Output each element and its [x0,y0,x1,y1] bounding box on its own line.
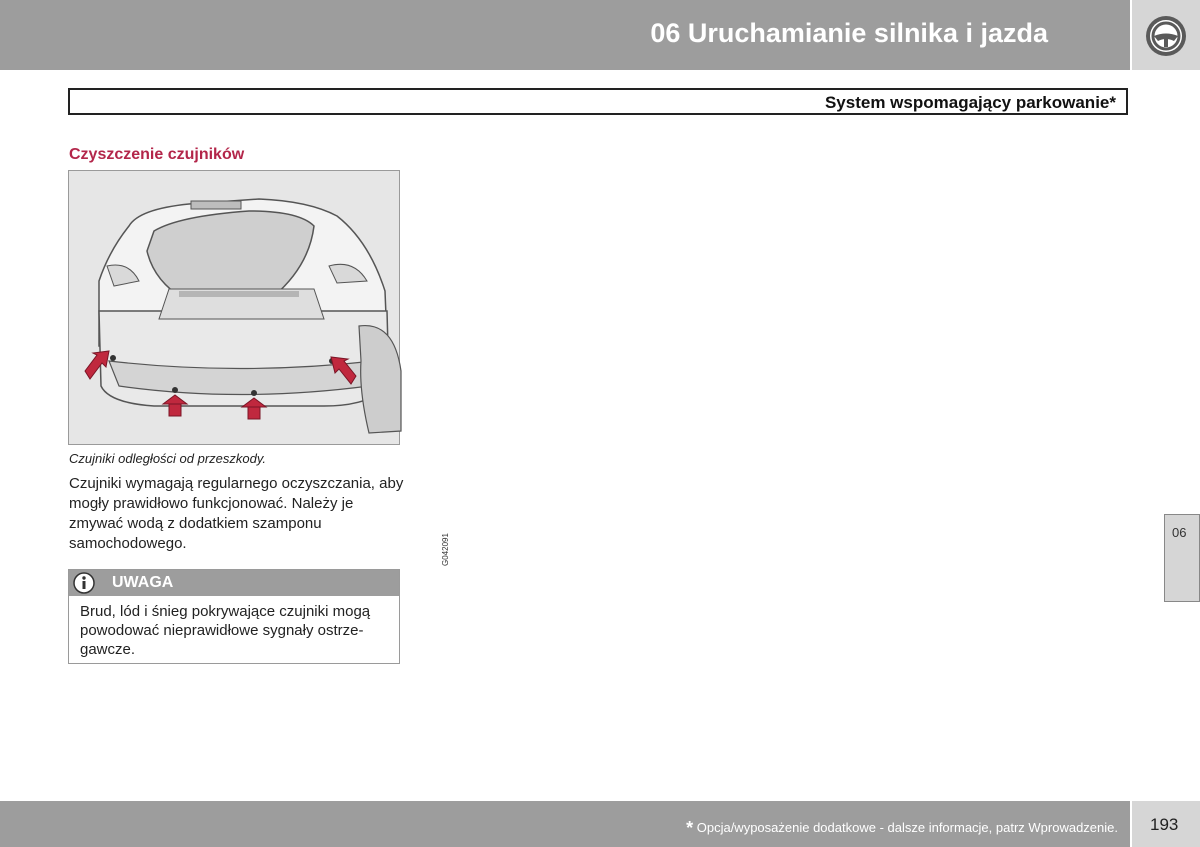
page-number: 193 [1150,815,1179,834]
footer-asterisk: * [686,818,694,838]
page-heading: Czyszczenie czujników [69,146,245,163]
car-rear-drawing [69,171,401,446]
body-paragraph: Czujniki wymagają regularnego oczyszczania, aby mogły prawidłowo funkcjonować. Należy je zmywać wodą z dodatkiem szamponu samochodowego. [69,475,404,552]
footer-note [686,818,1118,839]
section-bar [68,88,1128,115]
figure-caption: Czujniki odległości od przeszkody. [69,451,267,466]
chapter-header-band [0,0,1130,70]
chapter-tab-label: 06 [1172,525,1187,540]
chapter-title: 06 Uruchamianie silnika i jazda [650,18,1048,48]
note-text: Brud, lód i śnieg pokrywające czujniki mogą powodować nieprawidłowe sygnały ostrze-gawcze. [80,603,371,658]
chapter-icon-box [1132,0,1200,70]
footer-note-text: Opcja/wyposażenie dodatkowe - dalsze informacje, patrz Wprowadzenie. [696,820,1118,835]
info-icon [73,572,95,594]
section-title: System wspomagający parkowanie* [824,93,1116,112]
chapter-tab [1164,514,1200,602]
page-number-box [1132,801,1200,847]
steering-wheel-icon [1144,14,1188,58]
note-header [69,570,399,596]
note-box [68,569,400,664]
note-label: UWAGA [112,574,174,591]
figure-code: G042091 [441,533,450,566]
footer-band [0,801,1130,847]
